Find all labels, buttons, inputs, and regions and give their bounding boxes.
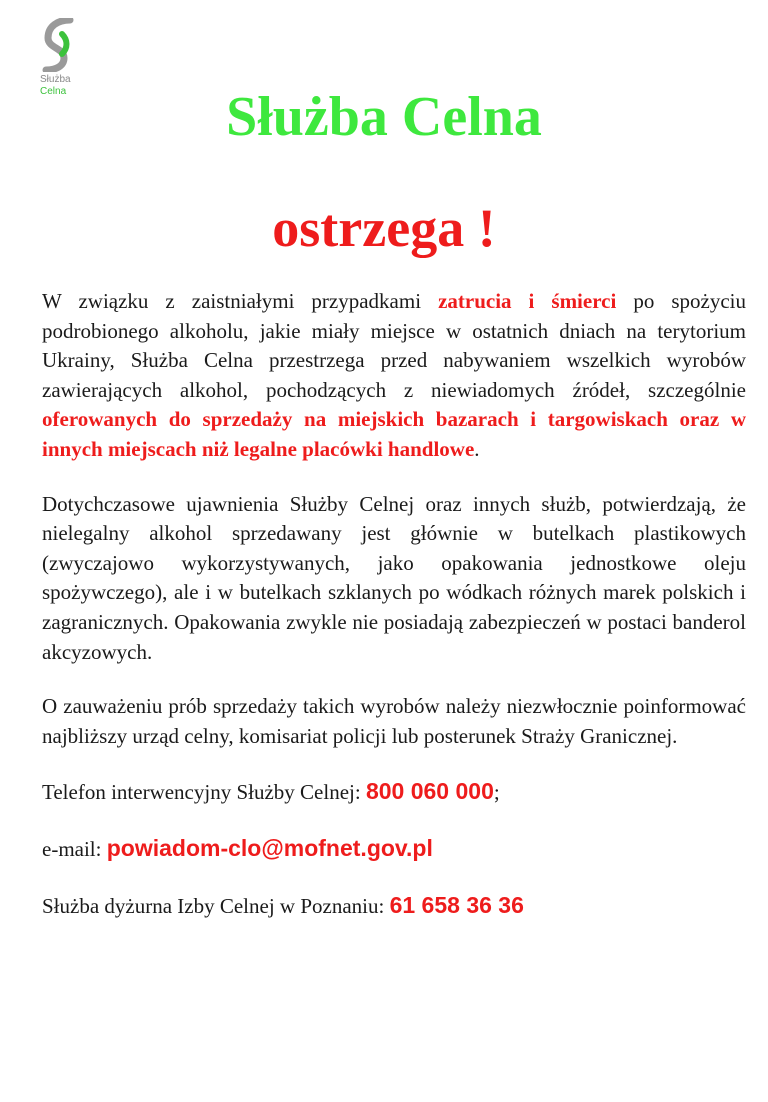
email-label: e-mail: [42,836,107,861]
highlight-poisoning: zatrucia i śmierci [438,289,617,313]
phone-line [42,777,746,808]
paragraph-findings: Dotychczasowe ujawnienia Służby Celnej oraz innych służb, potwierdzają, że nielegalny alkohol sprzedawany jest głównie w butelkach plastikowych (zwyczajowo wykorzystywanych, jako opakowania jednostkowe oleju spożywczego), ale i w butelkach szklanych po wódkach różnych marek polskich i zagranicznych. Opakowania zwykle nie posiadają zabezpieczeń w postaci banderol akcyzowych. [42,491,746,664]
email-address: powiadom-clo@mofnet.gov.pl [106,834,433,861]
notice-body [42,287,746,921]
page-subtitle: ostrzega ! [272,198,496,258]
paragraph-report: O zauważeniu prób sprzedaży takich wyrobów należy niezwłocznie poinformować najbliższy urząd celny, komisariat policji lub posterunek Straży Granicznej. [42,694,746,748]
duty-phone-number: 61 658 36 36 [389,891,524,918]
intro-text-1: W związku z zaistniałymi przypadkami [42,289,439,313]
intro-text-3: . [474,436,480,461]
phone-label: Telefon interwencyjny Służby Celnej: [42,780,366,805]
intro-text-2: po spożyciu podrobionego alkoholu, jakie miały miejsce w ostatnich dniach na terytorium Ukrainy, Służba Celna przestrzega przed nabywaniem wszelkich wyrobów zawierających alkohol, pochodzących z niewiadomych źródeł, szczególnie [42,289,746,402]
logo-text-line1: Służba [40,74,71,85]
duty-line [42,891,746,922]
duty-label: Służba dyżurna Izby Celnej w Poznaniu: [42,893,390,918]
page-title: Służba Celna [226,86,542,148]
email-line [42,834,746,865]
logo-text-line2: Celna [40,86,67,97]
phone-suffix: ; [493,780,500,805]
customs-emblem-icon [40,18,74,72]
paragraph-intro [42,287,746,465]
highlight-markets: oferowanych do sprzedaży na miejskich bazarach i targowiskach oraz w innych miejscach niż legalne placówki handlowe [42,407,746,461]
phone-number: 800 060 000 [365,778,494,805]
